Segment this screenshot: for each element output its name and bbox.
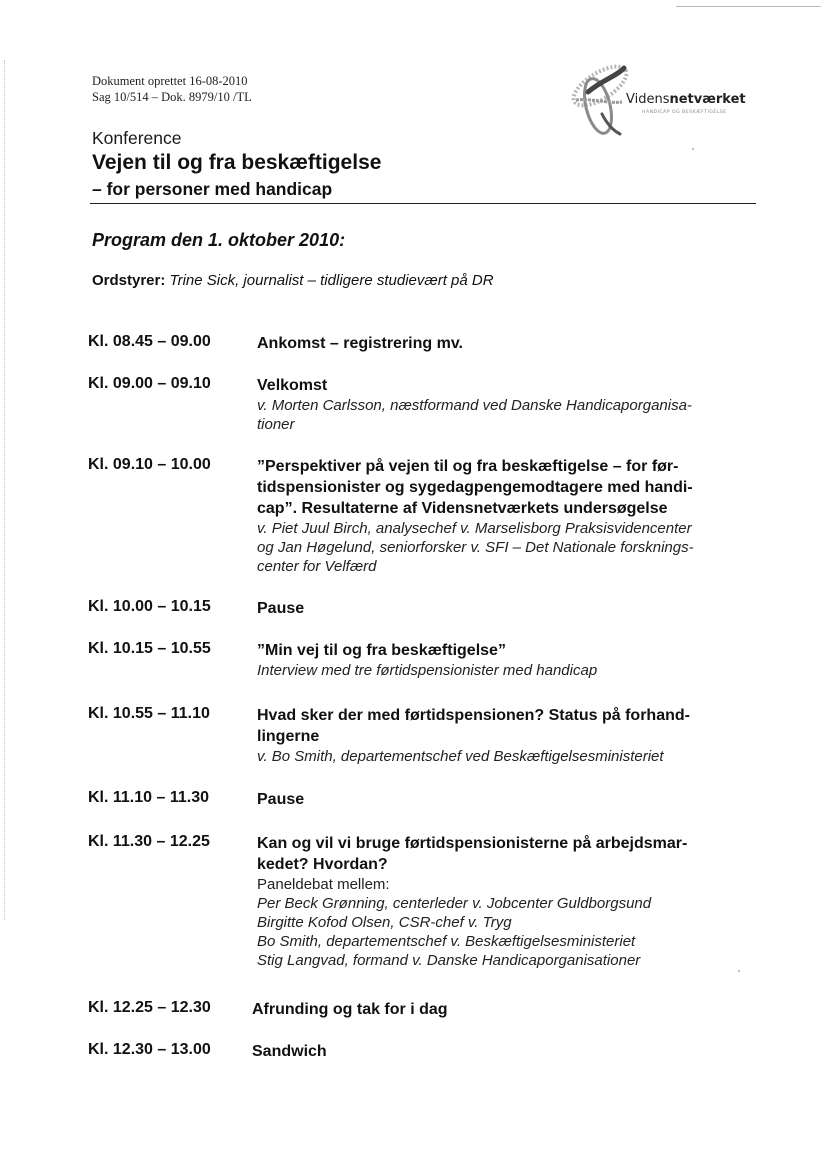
agenda-time: Kl. 10.15 – 10.55 — [88, 640, 211, 657]
agenda-title: cap”. Resultaterne af Vidensnetværkets undersøgelse — [257, 500, 668, 517]
document-case-line: Sag 10/514 – Dok. 8979/10 /TL — [92, 89, 252, 104]
scan-edge-top — [676, 6, 821, 7]
agenda-title: tidspensionister og sygedagpengemodtagere med handi- — [257, 479, 693, 496]
agenda-speaker: Interview med tre førtidspensionister med handicap — [257, 662, 598, 679]
agenda-time: Kl. 12.30 – 13.00 — [88, 1041, 211, 1058]
agenda-title: Afrunding og tak for i dag — [252, 1001, 448, 1018]
agenda-title: ”Min vej til og fra beskæftigelse” — [257, 642, 506, 659]
agenda-content — [257, 375, 757, 434]
agenda-content — [257, 705, 757, 766]
program-heading: Program den 1. oktober 2010: — [92, 230, 346, 250]
logo — [562, 60, 762, 140]
agenda-panel-label: Paneldebat mellem: — [257, 876, 390, 893]
agenda-speaker: Birgitte Kofod Olsen, CSR-chef v. Tryg — [257, 914, 512, 931]
agenda-speaker: v. Piet Juul Birch, analysechef v. Marselisborg Praksisvidencenter — [257, 520, 692, 537]
conference-subtitle: – for personer med handicap — [92, 179, 333, 199]
moderator-value: Trine Sick, journalist – tidligere studievært på DR — [169, 272, 494, 289]
agenda-content — [257, 456, 757, 576]
agenda-time: Kl. 09.00 – 09.10 — [88, 375, 211, 392]
agenda-content — [257, 333, 757, 354]
title-divider — [90, 203, 756, 204]
logo-wordmark-bold: netværket — [669, 92, 746, 107]
agenda-time: Kl. 10.55 – 11.10 — [88, 705, 210, 722]
agenda-speaker: og Jan Høgelund, seniorforsker v. SFI – Det Nationale forsknings- — [257, 539, 694, 556]
agenda-time: Kl. 08.45 – 09.00 — [88, 333, 211, 350]
agenda-speaker: center for Velfærd — [257, 558, 377, 575]
agenda-time: Kl. 12.25 – 12.30 — [88, 999, 211, 1016]
moderator-label: Ordstyrer: — [92, 272, 166, 289]
agenda-speaker: v. Bo Smith, departementschef ved Beskæftigelsesministeriet — [257, 748, 664, 765]
agenda-title: Hvad sker der med førtidspensionen? Status på forhand- — [257, 707, 690, 724]
agenda-speaker: v. Morten Carlsson, næstformand ved Danske Handicaporganisa- — [257, 397, 692, 414]
agenda-title: Pause — [257, 600, 305, 617]
agenda-speaker: Stig Langvad, formand v. Danske Handicaporganisationer — [257, 952, 641, 969]
agenda-content — [257, 833, 757, 970]
agenda-content — [252, 1041, 752, 1062]
agenda-time: Kl. 10.00 – 10.15 — [88, 598, 211, 615]
agenda-speaker: Bo Smith, departementschef v. Beskæftigelsesministeriet — [257, 933, 636, 950]
moderator-line — [92, 272, 494, 289]
agenda-content — [257, 789, 757, 810]
agenda-time: Kl. 11.30 – 12.25 — [88, 833, 210, 850]
agenda-title: kedet? Hvordan? — [257, 856, 388, 873]
logo-tagline: HANDICAP OG BESKÆFTIGELSE — [642, 110, 727, 115]
agenda-title: lingerne — [257, 728, 320, 745]
agenda-title: Kan og vil vi bruge førtidspensionisterne på arbejdsmar- — [257, 835, 688, 852]
logo-wordmark — [626, 92, 746, 107]
agenda-speaker: tioner — [257, 416, 295, 433]
agenda-time: Kl. 11.10 – 11.30 — [88, 789, 209, 806]
document-meta — [92, 74, 252, 105]
logo-wordmark-regular: Videns — [626, 92, 670, 107]
agenda-content — [257, 598, 757, 619]
agenda-content — [257, 640, 757, 680]
scan-speck — [738, 970, 740, 972]
agenda-time: Kl. 09.10 – 10.00 — [88, 456, 211, 473]
agenda-title: ”Perspektiver på vejen til og fra beskæftigelse – for før- — [257, 458, 679, 475]
conference-title: Vejen til og fra beskæftigelse — [92, 151, 382, 174]
agenda-title: Velkomst — [257, 377, 328, 394]
scan-edge-left — [4, 60, 5, 920]
agenda-content — [252, 999, 752, 1020]
agenda-title: Pause — [257, 791, 305, 808]
agenda-title: Ankomst – registrering mv. — [257, 335, 463, 352]
agenda-title: Sandwich — [252, 1043, 327, 1060]
document-created-line: Dokument oprettet 16-08-2010 — [92, 74, 248, 88]
conference-kicker: Konference — [92, 128, 182, 148]
scan-speck — [692, 148, 694, 150]
agenda-speaker: Per Beck Grønning, centerleder v. Jobcenter Guldborgsund — [257, 895, 652, 912]
